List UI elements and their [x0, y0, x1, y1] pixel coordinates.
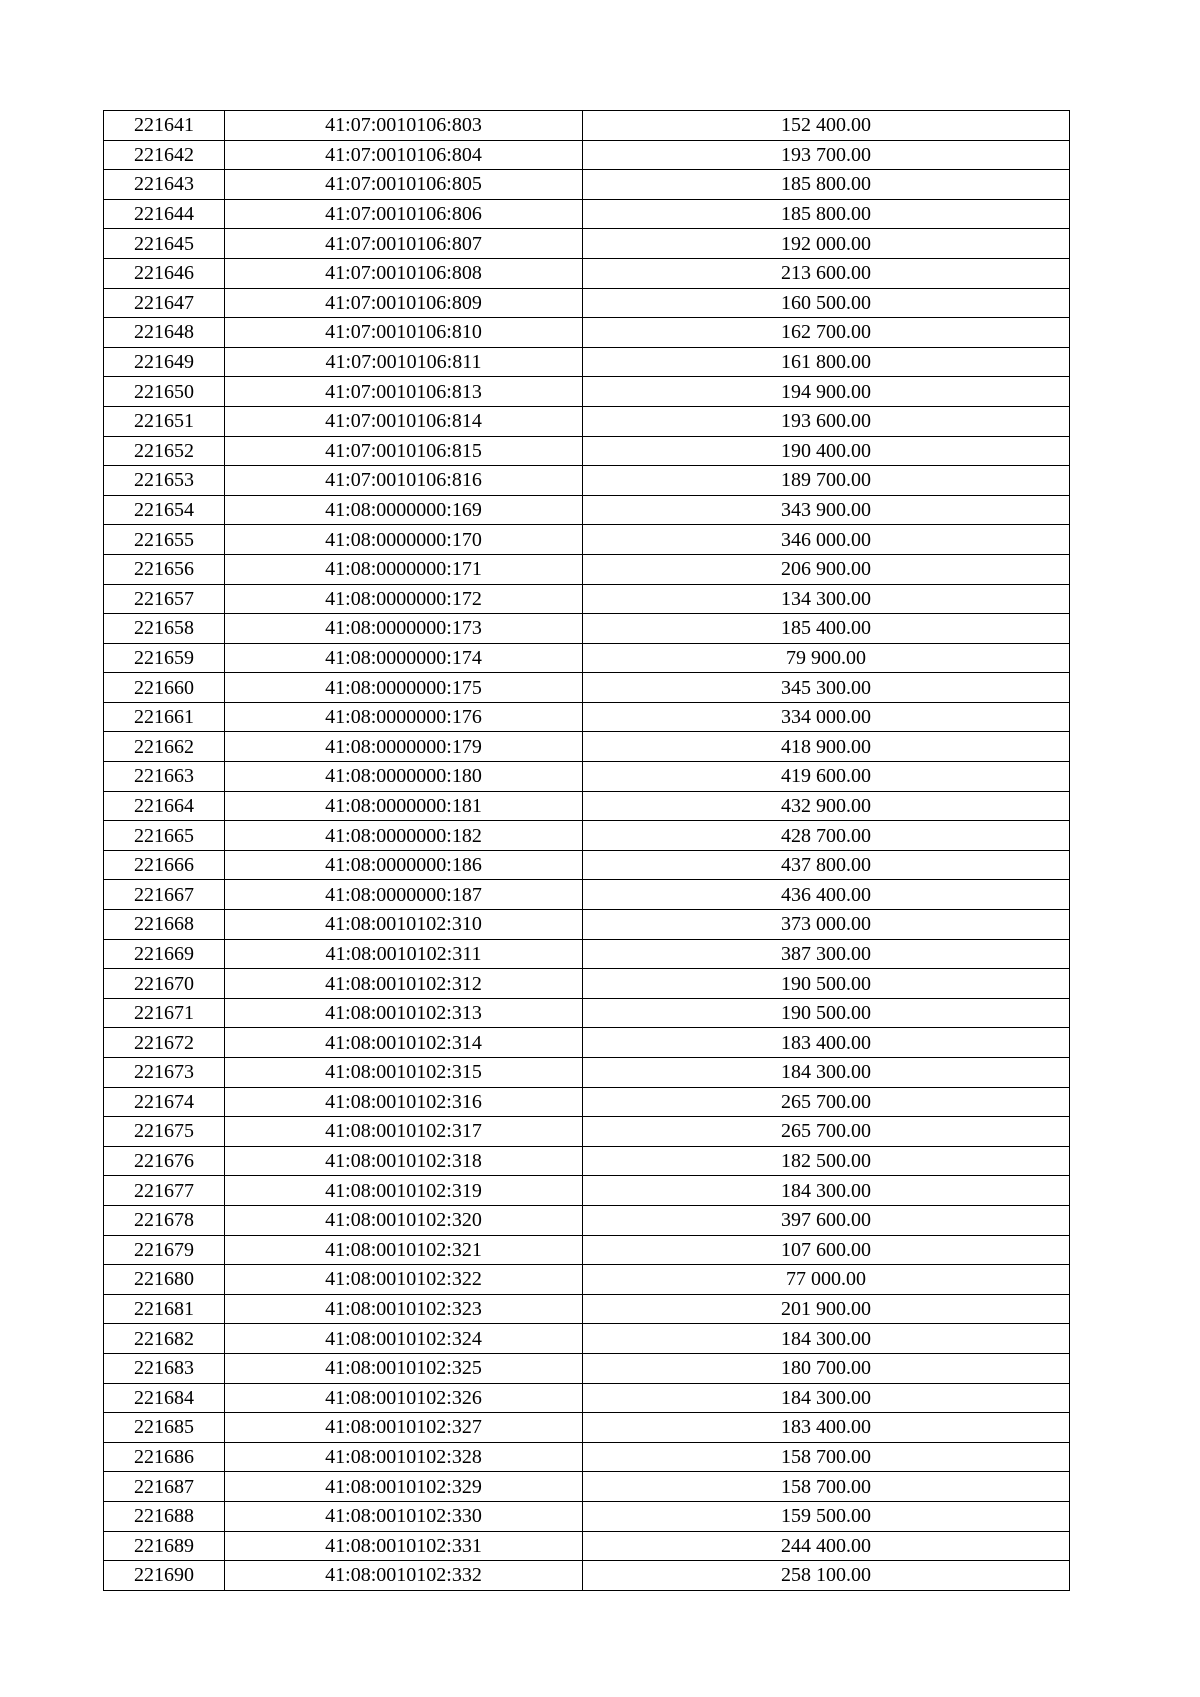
cadastral-number-cell: 41:08:0010102:325: [225, 1353, 583, 1383]
cadastral-number-cell: 41:08:0010102:323: [225, 1294, 583, 1324]
table-row: [104, 1413, 1070, 1443]
row-number-cell: 221647: [104, 288, 225, 318]
table-row: [104, 673, 1070, 703]
row-number-cell: 221671: [104, 998, 225, 1028]
table-row: [104, 850, 1070, 880]
cadastral-number-cell: 41:08:0000000:171: [225, 554, 583, 584]
table-row: [104, 998, 1070, 1028]
row-number-cell: 221648: [104, 318, 225, 348]
cadastral-number-cell: 41:07:0010106:809: [225, 288, 583, 318]
row-number-cell: 221688: [104, 1501, 225, 1531]
value-cell: 437 800.00: [583, 850, 1070, 880]
value-cell: 397 600.00: [583, 1205, 1070, 1235]
row-number-cell: 221682: [104, 1324, 225, 1354]
table-row: [104, 1235, 1070, 1265]
row-number-cell: 221658: [104, 614, 225, 644]
value-cell: 134 300.00: [583, 584, 1070, 614]
cadastral-number-cell: 41:08:0000000:186: [225, 850, 583, 880]
row-number-cell: 221652: [104, 436, 225, 466]
row-number-cell: 221649: [104, 347, 225, 377]
table-row: [104, 762, 1070, 792]
value-cell: 180 700.00: [583, 1353, 1070, 1383]
row-number-cell: 221689: [104, 1531, 225, 1561]
value-cell: 158 700.00: [583, 1472, 1070, 1502]
row-number-cell: 221663: [104, 762, 225, 792]
row-number-cell: 221665: [104, 821, 225, 851]
value-cell: 183 400.00: [583, 1413, 1070, 1443]
table-row: [104, 525, 1070, 555]
cadastral-number-cell: 41:08:0010102:331: [225, 1531, 583, 1561]
row-number-cell: 221683: [104, 1353, 225, 1383]
table-row: [104, 614, 1070, 644]
table-row: [104, 318, 1070, 348]
cadastral-number-cell: 41:08:0010102:324: [225, 1324, 583, 1354]
cadastral-number-cell: 41:08:0010102:311: [225, 939, 583, 969]
cadastral-number-cell: 41:08:0000000:169: [225, 495, 583, 525]
cadastral-number-cell: 41:07:0010106:806: [225, 199, 583, 229]
value-cell: 265 700.00: [583, 1087, 1070, 1117]
cadastral-number-cell: 41:08:0000000:176: [225, 702, 583, 732]
row-number-cell: 221666: [104, 850, 225, 880]
cadastral-number-cell: 41:07:0010106:815: [225, 436, 583, 466]
value-cell: 185 800.00: [583, 170, 1070, 200]
cadastral-number-cell: 41:08:0000000:181: [225, 791, 583, 821]
value-cell: 343 900.00: [583, 495, 1070, 525]
value-cell: 436 400.00: [583, 880, 1070, 910]
table-row: [104, 821, 1070, 851]
row-number-cell: 221657: [104, 584, 225, 614]
table-row: [104, 910, 1070, 940]
row-number-cell: 221670: [104, 969, 225, 999]
table-row: [104, 1176, 1070, 1206]
table-row: [104, 1353, 1070, 1383]
value-cell: 345 300.00: [583, 673, 1070, 703]
cadastral-number-cell: 41:08:0010102:310: [225, 910, 583, 940]
table-row: [104, 1146, 1070, 1176]
row-number-cell: 221686: [104, 1442, 225, 1472]
table-row: [104, 791, 1070, 821]
row-number-cell: 221668: [104, 910, 225, 940]
row-number-cell: 221653: [104, 466, 225, 496]
cadastral-number-cell: 41:07:0010106:805: [225, 170, 583, 200]
table-row: [104, 199, 1070, 229]
cadastral-number-cell: 41:08:0000000:172: [225, 584, 583, 614]
cadastral-number-cell: 41:08:0000000:175: [225, 673, 583, 703]
row-number-cell: 221643: [104, 170, 225, 200]
row-number-cell: 221685: [104, 1413, 225, 1443]
row-number-cell: 221672: [104, 1028, 225, 1058]
value-cell: 428 700.00: [583, 821, 1070, 851]
value-cell: 346 000.00: [583, 525, 1070, 555]
cadastral-number-cell: 41:08:0010102:314: [225, 1028, 583, 1058]
table-row: [104, 1561, 1070, 1591]
value-cell: 190 400.00: [583, 436, 1070, 466]
table-row: [104, 1501, 1070, 1531]
table-row: [104, 1472, 1070, 1502]
row-number-cell: 221660: [104, 673, 225, 703]
table-row: [104, 111, 1070, 141]
table-row: [104, 436, 1070, 466]
row-number-cell: 221656: [104, 554, 225, 584]
value-cell: 244 400.00: [583, 1531, 1070, 1561]
table-row: [104, 1028, 1070, 1058]
cadastral-number-cell: 41:07:0010106:810: [225, 318, 583, 348]
cadastral-number-cell: 41:08:0010102:318: [225, 1146, 583, 1176]
table-row: [104, 554, 1070, 584]
table-row: [104, 258, 1070, 288]
table-row: [104, 140, 1070, 170]
row-number-cell: 221677: [104, 1176, 225, 1206]
cadastral-number-cell: 41:08:0010102:328: [225, 1442, 583, 1472]
value-cell: 160 500.00: [583, 288, 1070, 318]
cadastral-number-cell: 41:07:0010106:814: [225, 406, 583, 436]
table-row: [104, 643, 1070, 673]
table-row: [104, 377, 1070, 407]
cadastral-number-cell: 41:08:0010102:317: [225, 1117, 583, 1147]
table-row: [104, 880, 1070, 910]
cadastral-number-cell: 41:08:0010102:315: [225, 1058, 583, 1088]
cadastral-number-cell: 41:08:0000000:179: [225, 732, 583, 762]
cadastral-number-cell: 41:08:0010102:316: [225, 1087, 583, 1117]
row-number-cell: 221662: [104, 732, 225, 762]
row-number-cell: 221646: [104, 258, 225, 288]
row-number-cell: 221684: [104, 1383, 225, 1413]
cadastral-number-cell: 41:07:0010106:807: [225, 229, 583, 259]
table-row: [104, 347, 1070, 377]
table-row: [104, 229, 1070, 259]
value-cell: 161 800.00: [583, 347, 1070, 377]
cadastral-number-cell: 41:08:0000000:173: [225, 614, 583, 644]
cadastral-number-cell: 41:08:0000000:174: [225, 643, 583, 673]
row-number-cell: 221659: [104, 643, 225, 673]
cadastral-number-cell: 41:08:0000000:170: [225, 525, 583, 555]
value-cell: 258 100.00: [583, 1561, 1070, 1591]
cadastral-number-cell: 41:08:0010102:326: [225, 1383, 583, 1413]
cadastral-number-cell: 41:08:0010102:327: [225, 1413, 583, 1443]
table-row: [104, 1531, 1070, 1561]
row-number-cell: 221651: [104, 406, 225, 436]
cadastral-value-table: [103, 110, 1070, 1591]
value-cell: 265 700.00: [583, 1117, 1070, 1147]
row-number-cell: 221687: [104, 1472, 225, 1502]
value-cell: 158 700.00: [583, 1442, 1070, 1472]
table-row: [104, 288, 1070, 318]
value-cell: 418 900.00: [583, 732, 1070, 762]
cadastral-number-cell: 41:08:0010102:332: [225, 1561, 583, 1591]
row-number-cell: 221673: [104, 1058, 225, 1088]
value-cell: 184 300.00: [583, 1383, 1070, 1413]
row-number-cell: 221641: [104, 111, 225, 141]
value-cell: 206 900.00: [583, 554, 1070, 584]
cadastral-number-cell: 41:08:0010102:319: [225, 1176, 583, 1206]
row-number-cell: 221644: [104, 199, 225, 229]
value-cell: 192 000.00: [583, 229, 1070, 259]
table-row: [104, 170, 1070, 200]
table-row: [104, 939, 1070, 969]
table-row: [104, 1265, 1070, 1295]
row-number-cell: 221642: [104, 140, 225, 170]
value-cell: 194 900.00: [583, 377, 1070, 407]
value-cell: 334 000.00: [583, 702, 1070, 732]
row-number-cell: 221650: [104, 377, 225, 407]
table-row: [104, 584, 1070, 614]
cadastral-number-cell: 41:08:0000000:182: [225, 821, 583, 851]
value-cell: 152 400.00: [583, 111, 1070, 141]
row-number-cell: 221661: [104, 702, 225, 732]
cadastral-number-cell: 41:08:0000000:180: [225, 762, 583, 792]
cadastral-number-cell: 41:07:0010106:811: [225, 347, 583, 377]
row-number-cell: 221654: [104, 495, 225, 525]
value-cell: 182 500.00: [583, 1146, 1070, 1176]
value-cell: 193 700.00: [583, 140, 1070, 170]
row-number-cell: 221681: [104, 1294, 225, 1324]
cadastral-number-cell: 41:07:0010106:816: [225, 466, 583, 496]
value-cell: 79 900.00: [583, 643, 1070, 673]
cadastral-number-cell: 41:08:0000000:187: [225, 880, 583, 910]
value-cell: 201 900.00: [583, 1294, 1070, 1324]
row-number-cell: 221676: [104, 1146, 225, 1176]
value-cell: 190 500.00: [583, 998, 1070, 1028]
value-cell: 432 900.00: [583, 791, 1070, 821]
row-number-cell: 221678: [104, 1205, 225, 1235]
table-row: [104, 702, 1070, 732]
value-cell: 184 300.00: [583, 1176, 1070, 1206]
cadastral-number-cell: 41:08:0010102:312: [225, 969, 583, 999]
row-number-cell: 221679: [104, 1235, 225, 1265]
value-cell: 185 800.00: [583, 199, 1070, 229]
table-row: [104, 1087, 1070, 1117]
value-cell: 373 000.00: [583, 910, 1070, 940]
table-row: [104, 732, 1070, 762]
cadastral-number-cell: 41:08:0010102:329: [225, 1472, 583, 1502]
value-cell: 162 700.00: [583, 318, 1070, 348]
table-row: [104, 969, 1070, 999]
cadastral-number-cell: 41:07:0010106:813: [225, 377, 583, 407]
table-body: [104, 111, 1070, 1591]
value-cell: 193 600.00: [583, 406, 1070, 436]
table-row: [104, 1442, 1070, 1472]
value-cell: 387 300.00: [583, 939, 1070, 969]
table-row: [104, 495, 1070, 525]
cadastral-number-cell: 41:08:0010102:321: [225, 1235, 583, 1265]
value-cell: 419 600.00: [583, 762, 1070, 792]
value-cell: 213 600.00: [583, 258, 1070, 288]
table-row: [104, 1294, 1070, 1324]
row-number-cell: 221669: [104, 939, 225, 969]
value-cell: 184 300.00: [583, 1058, 1070, 1088]
row-number-cell: 221645: [104, 229, 225, 259]
table-row: [104, 406, 1070, 436]
table-row: [104, 1117, 1070, 1147]
value-cell: 189 700.00: [583, 466, 1070, 496]
table-row: [104, 1324, 1070, 1354]
value-cell: 159 500.00: [583, 1501, 1070, 1531]
table-row: [104, 1058, 1070, 1088]
value-cell: 185 400.00: [583, 614, 1070, 644]
row-number-cell: 221680: [104, 1265, 225, 1295]
value-cell: 77 000.00: [583, 1265, 1070, 1295]
row-number-cell: 221675: [104, 1117, 225, 1147]
table-row: [104, 466, 1070, 496]
table-row: [104, 1205, 1070, 1235]
row-number-cell: 221655: [104, 525, 225, 555]
value-cell: 183 400.00: [583, 1028, 1070, 1058]
value-cell: 107 600.00: [583, 1235, 1070, 1265]
cadastral-number-cell: 41:08:0010102:330: [225, 1501, 583, 1531]
row-number-cell: 221690: [104, 1561, 225, 1591]
cadastral-number-cell: 41:08:0010102:320: [225, 1205, 583, 1235]
table-row: [104, 1383, 1070, 1413]
row-number-cell: 221667: [104, 880, 225, 910]
value-cell: 184 300.00: [583, 1324, 1070, 1354]
cadastral-number-cell: 41:07:0010106:808: [225, 258, 583, 288]
cadastral-number-cell: 41:07:0010106:803: [225, 111, 583, 141]
cadastral-number-cell: 41:08:0010102:313: [225, 998, 583, 1028]
row-number-cell: 221664: [104, 791, 225, 821]
cadastral-number-cell: 41:07:0010106:804: [225, 140, 583, 170]
value-cell: 190 500.00: [583, 969, 1070, 999]
cadastral-number-cell: 41:08:0010102:322: [225, 1265, 583, 1295]
row-number-cell: 221674: [104, 1087, 225, 1117]
